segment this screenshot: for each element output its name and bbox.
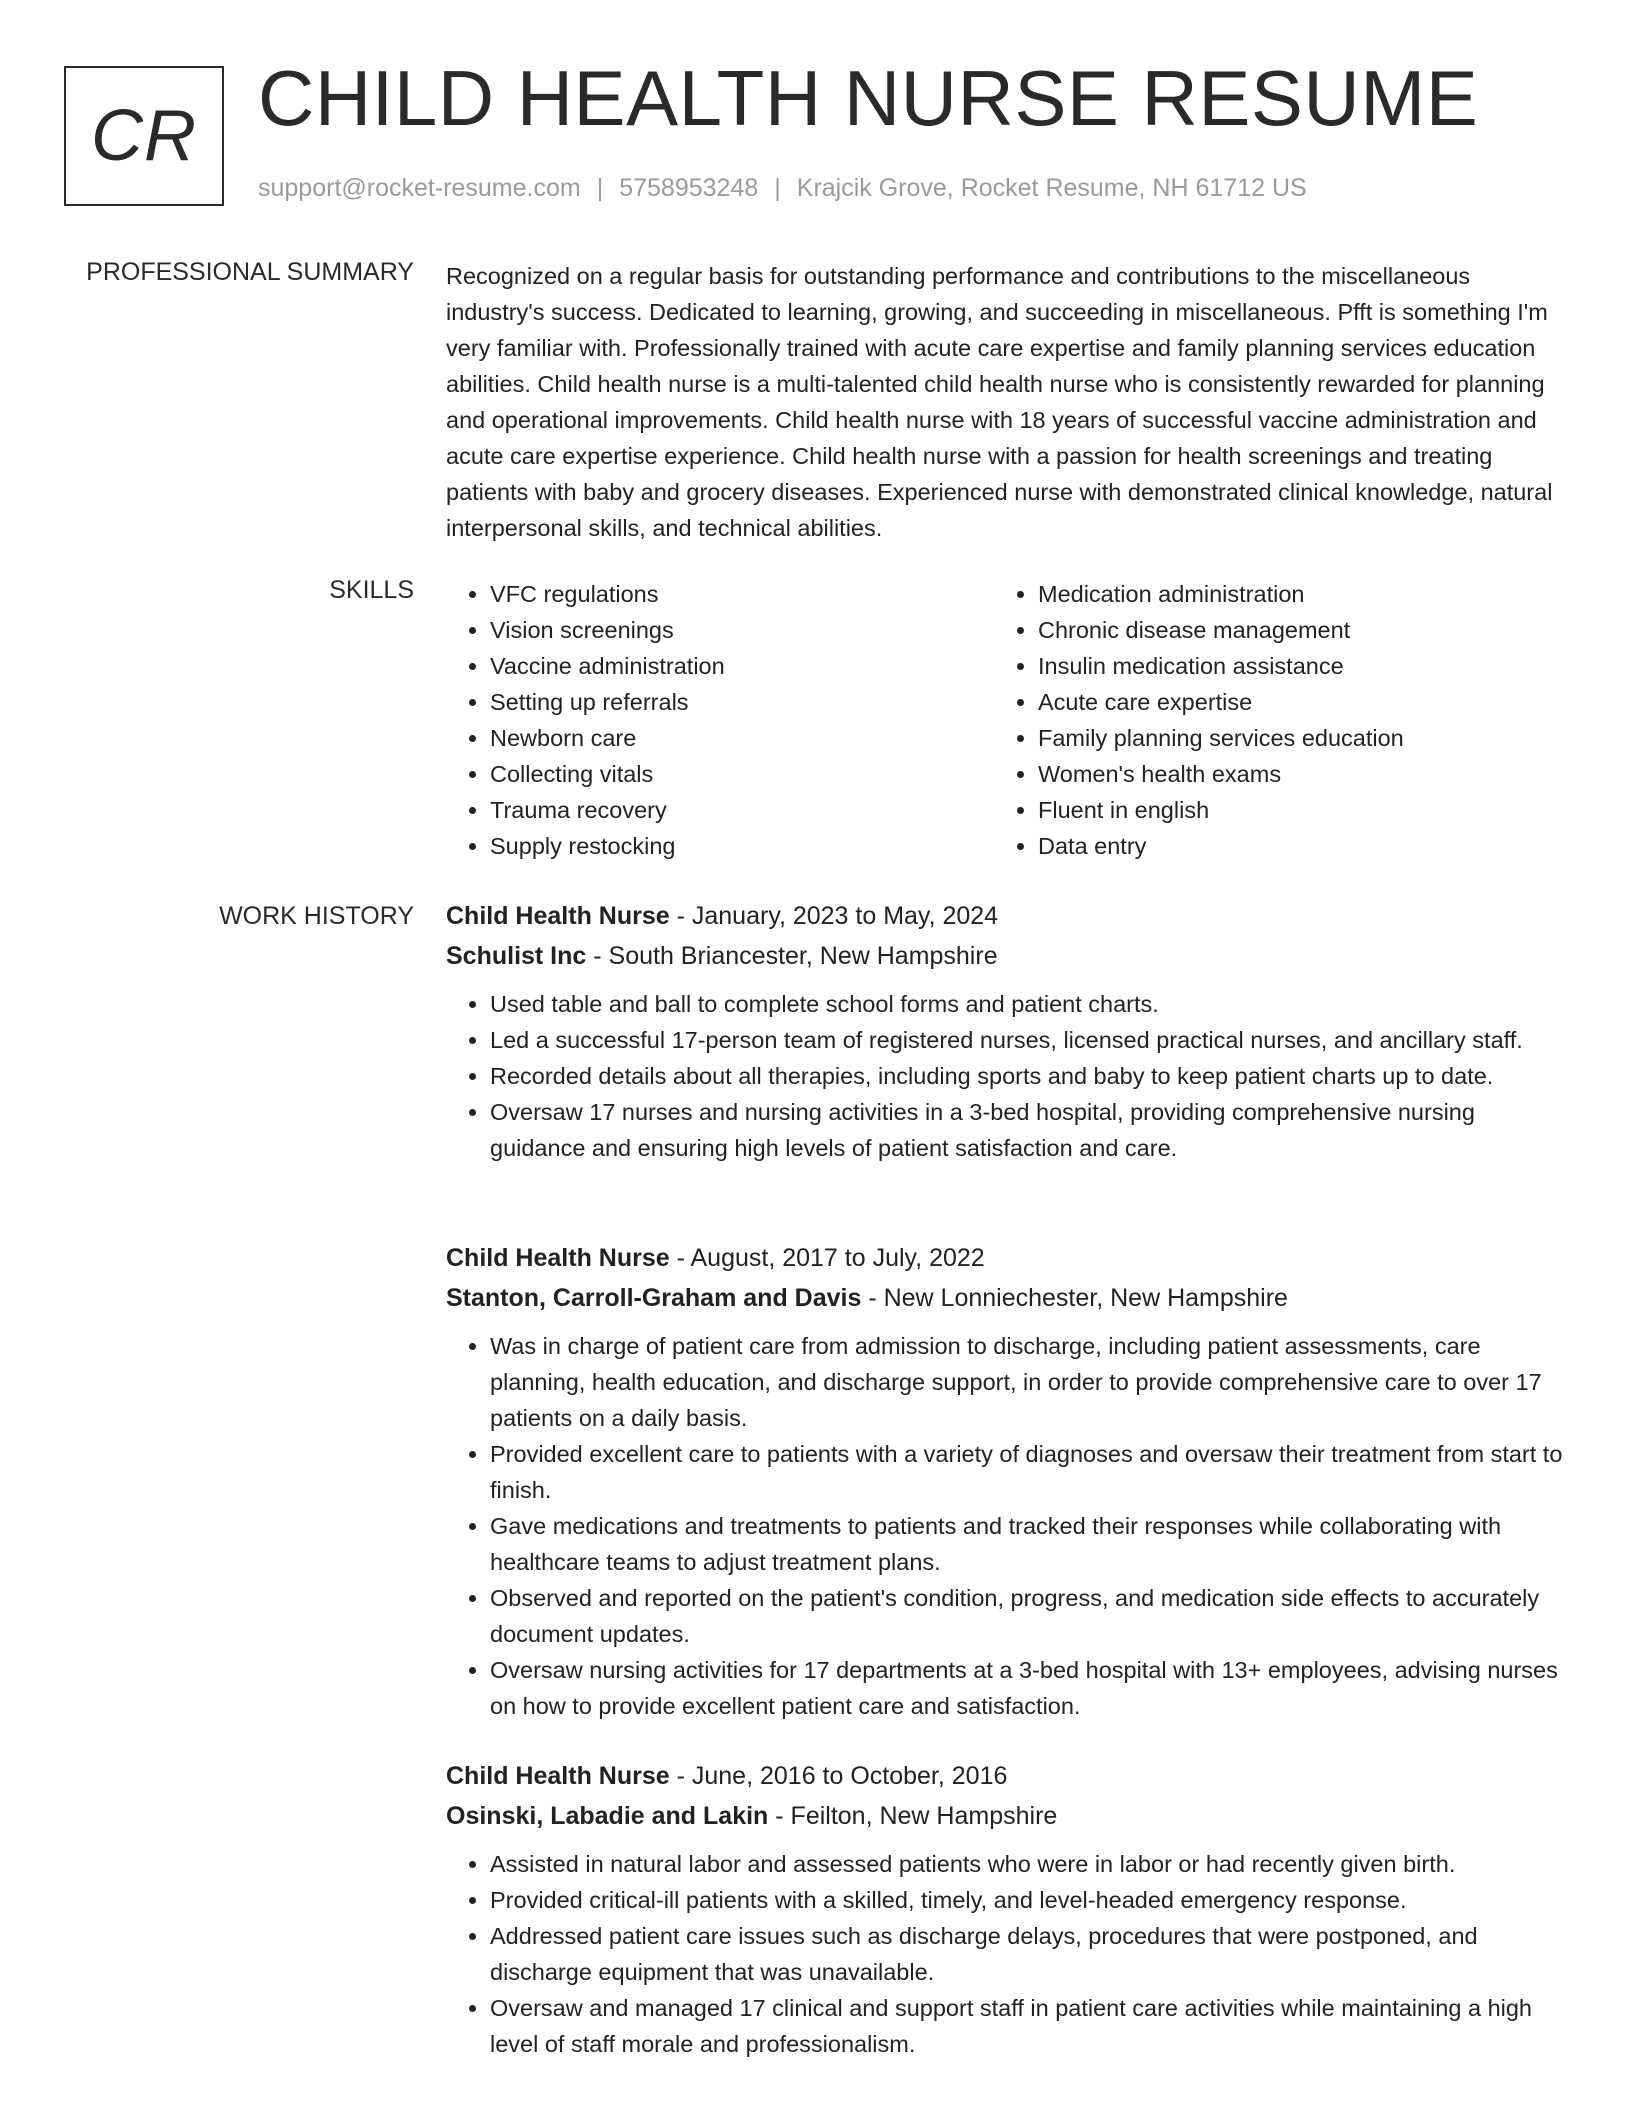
contact-separator: | (596, 174, 604, 202)
job-title-line (446, 1238, 1566, 1278)
job-company-line (446, 1278, 1566, 1318)
monogram-logo: CR (64, 66, 224, 206)
skill-item: • Setting up referrals (490, 684, 994, 720)
skill-item: • Medication administration (1038, 576, 1542, 612)
skill-item: • Fluent in english (1038, 792, 1542, 828)
contact-address: Krajcik Grove, Rocket Resume, NH 61712 US (796, 174, 1307, 202)
job-bullet: • Oversaw nursing activities for 17 departments at a 3-bed hospital with 13+ employees, advising nurses on how to provide excellent patient care and satisfaction. (490, 1652, 1566, 1724)
skill-item: • Insulin medication assistance (1038, 648, 1542, 684)
job-entry (446, 896, 1566, 1166)
skill-item: • Newborn care (490, 720, 994, 756)
skill-item: • Data entry (1038, 828, 1542, 864)
skill-item: • Family planning services education (1038, 720, 1542, 756)
job-title: Child Health Nurse (446, 902, 670, 930)
job-bullet: • Observed and reported on the patient's condition, progress, and medication side effects to accurately document updates. (490, 1580, 1566, 1652)
job-location: - Feilton, New Hampshire (768, 1802, 1058, 1830)
section-label-work: WORK HISTORY (219, 902, 414, 930)
job-bullet: • Provided excellent care to patients with a variety of diagnoses and oversaw their treatment from start to finish. (490, 1436, 1566, 1508)
job-entry (446, 1756, 1566, 2062)
job-dates: - June, 2016 to October, 2016 (669, 1762, 1008, 1790)
job-bullet: • Addressed patient care issues such as discharge delays, procedures that were postponed, and discharge equipment that was unavailable. (490, 1918, 1566, 1990)
skill-item: • Acute care expertise (1038, 684, 1542, 720)
job-bullet: • Used table and ball to complete school forms and patient charts. (490, 986, 1566, 1022)
job-entry (446, 1238, 1566, 1724)
job-company-line (446, 1796, 1566, 1836)
skill-item: • VFC regulations (490, 576, 994, 612)
job-bullet: • Led a successful 17-person team of registered nurses, licensed practical nurses, and ancillary staff. (490, 1022, 1566, 1058)
section-label-summary: PROFESSIONAL SUMMARY (86, 258, 414, 286)
skill-item: • Trauma recovery (490, 792, 994, 828)
job-company: Osinski, Labadie and Lakin (446, 1802, 769, 1830)
job-bullet: • Assisted in natural labor and assessed patients who were in labor or had recently given birth. (490, 1846, 1566, 1882)
summary-text: Recognized on a regular basis for outstanding performance and contributions to the miscellaneous industry's success. Dedicated to learning, growing, and succeeding in miscellaneous. Pfft is something I'm very familiar with. Professionally trained with acute care expertise and family planning services education abilities. Child health nurse is a multi-talented child health nurse who is consistently rewarded for planning and operational improvements. Child health nurse with 18 years of successful vaccine administration and acute care expertise experience. Child health nurse with a passion for health screenings and treating patients with baby and grocery diseases. Experienced nurse with demonstrated clinical knowledge, natural interpersonal skills, and technical abilities. (446, 263, 1553, 541)
job-bullet: • Provided critical-ill patients with a skilled, timely, and level-headed emergency response. (490, 1882, 1566, 1918)
job-bullet: • Recorded details about all therapies, including sports and baby to keep patient charts up to date. (490, 1058, 1566, 1094)
job-title-line (446, 896, 1566, 936)
job-dates: - August, 2017 to July, 2022 (669, 1244, 985, 1272)
job-company: Stanton, Carroll-Graham and Davis (446, 1284, 862, 1312)
job-location: - New Lonniechester, New Hampshire (861, 1284, 1288, 1312)
job-title: Child Health Nurse (446, 1244, 670, 1272)
job-bullets (446, 1846, 1566, 2062)
job-bullets (446, 986, 1566, 1166)
job-location: - South Briancester, New Hampshire (586, 942, 998, 970)
job-title: Child Health Nurse (446, 1762, 670, 1790)
contact-line (258, 174, 1307, 203)
skill-item: • Vaccine administration (490, 648, 994, 684)
contact-email: support@rocket-resume.com (258, 174, 581, 202)
skill-item: • Chronic disease management (1038, 612, 1542, 648)
skill-item: • Collecting vitals (490, 756, 994, 792)
skill-item: • Supply restocking (490, 828, 994, 864)
section-label-skills: SKILLS (329, 576, 414, 604)
job-bullet: • Oversaw and managed 17 clinical and support staff in patient care activities while maintaining a high level of staff morale and professionalism. (490, 1990, 1566, 2062)
skills-column-left (446, 576, 994, 864)
skill-item: • Vision screenings (490, 612, 994, 648)
job-dates: - January, 2023 to May, 2024 (669, 902, 999, 930)
contact-separator: | (774, 174, 781, 202)
contact-phone: 5758953248 (619, 174, 759, 202)
page-title: CHILD HEALTH NURSE RESUME (258, 54, 1479, 142)
job-bullet: • Oversaw 17 nurses and nursing activities in a 3-bed hospital, providing comprehensive nursing guidance and ensuring high levels of patient satisfaction and care. (490, 1094, 1566, 1166)
job-bullet: • Was in charge of patient care from admission to discharge, including patient assessments, care planning, health education, and discharge support, in order to provide comprehensive care to over 17 patients on a daily basis. (490, 1328, 1566, 1436)
skills-list (446, 576, 1566, 864)
job-bullet: • Gave medications and treatments to patients and tracked their responses while collaborating with healthcare teams to adjust treatment plans. (490, 1508, 1566, 1580)
skills-column-right (994, 576, 1542, 864)
job-company-line (446, 936, 1566, 976)
job-company: Schulist Inc (446, 942, 587, 970)
job-title-line (446, 1756, 1566, 1796)
job-bullets (446, 1328, 1566, 1724)
skill-item: • Women's health exams (1038, 756, 1542, 792)
